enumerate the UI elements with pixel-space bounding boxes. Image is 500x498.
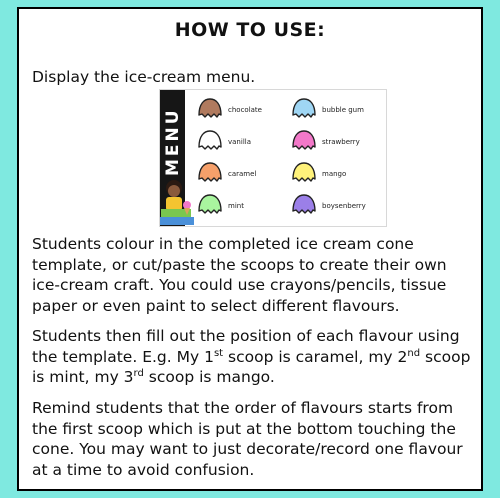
paragraph-position-text-2: scoop is caramel, my 2 [223,347,408,366]
child-with-ice-cream-icon [160,179,194,225]
flavor-label: mango [322,170,347,178]
flavor-label: mint [228,202,244,210]
flavor-item [290,160,346,188]
ordinal-suffix: st [213,347,224,359]
flavor-item [290,96,364,124]
ice-cream-scoop-icon [290,192,318,220]
ice-cream-scoop-icon [196,128,224,156]
flavor-label: chocolate [228,106,262,114]
menu-heading: MENU [163,107,183,176]
flavor-label: bubble gum [322,106,364,114]
flavor-item [290,192,366,220]
ordinal-suffix: rd [133,367,144,379]
flavor-item [196,96,262,124]
flavor-label: caramel [228,170,257,178]
flavor-label: vanilla [228,138,251,146]
flavor-label: boysenberry [322,202,366,210]
flavor-item [196,192,244,220]
instruction-card [17,7,483,491]
flavor-item [290,128,360,156]
flavor-label: strawberry [322,138,360,146]
intro-text: Display the ice-cream menu. [32,68,256,86]
ice-cream-scoop-icon [196,192,224,220]
ice-cream-menu [159,89,387,227]
ice-cream-scoop-icon [196,96,224,124]
flavor-item [196,128,251,156]
ice-cream-scoop-icon [196,160,224,188]
ice-cream-scoop-icon [290,160,318,188]
ordinal-suffix: nd [407,347,421,359]
paragraph-position-text-1: Students then fill out the position of each flavour using the template. E.g. My 1 [32,327,460,366]
page-title: HOW TO USE: [174,19,326,41]
paragraph-position [32,326,477,388]
ice-cream-scoop-icon [290,128,318,156]
paragraph-reminder: Remind students that the order of flavours starts from the first scoop which is put at the bottom touching the cone. You may want to just decorate/record one flavour at a time to avoid confusion. [32,399,463,479]
flavor-item [196,160,256,188]
paragraph-position-text-4: scoop is mango. [143,368,275,386]
menu-side-band [160,90,185,226]
ice-cream-scoop-icon [290,96,318,124]
paragraph-position-text-3: scoop is mint, my 3 [32,347,471,386]
paragraph-colour-in: Students colour in the completed ice cream cone template, or cut/paste the scoops to create their own ice-cream craft. You could use crayons/pencils, tissue paper or even paint to select different flavours. [32,235,447,315]
